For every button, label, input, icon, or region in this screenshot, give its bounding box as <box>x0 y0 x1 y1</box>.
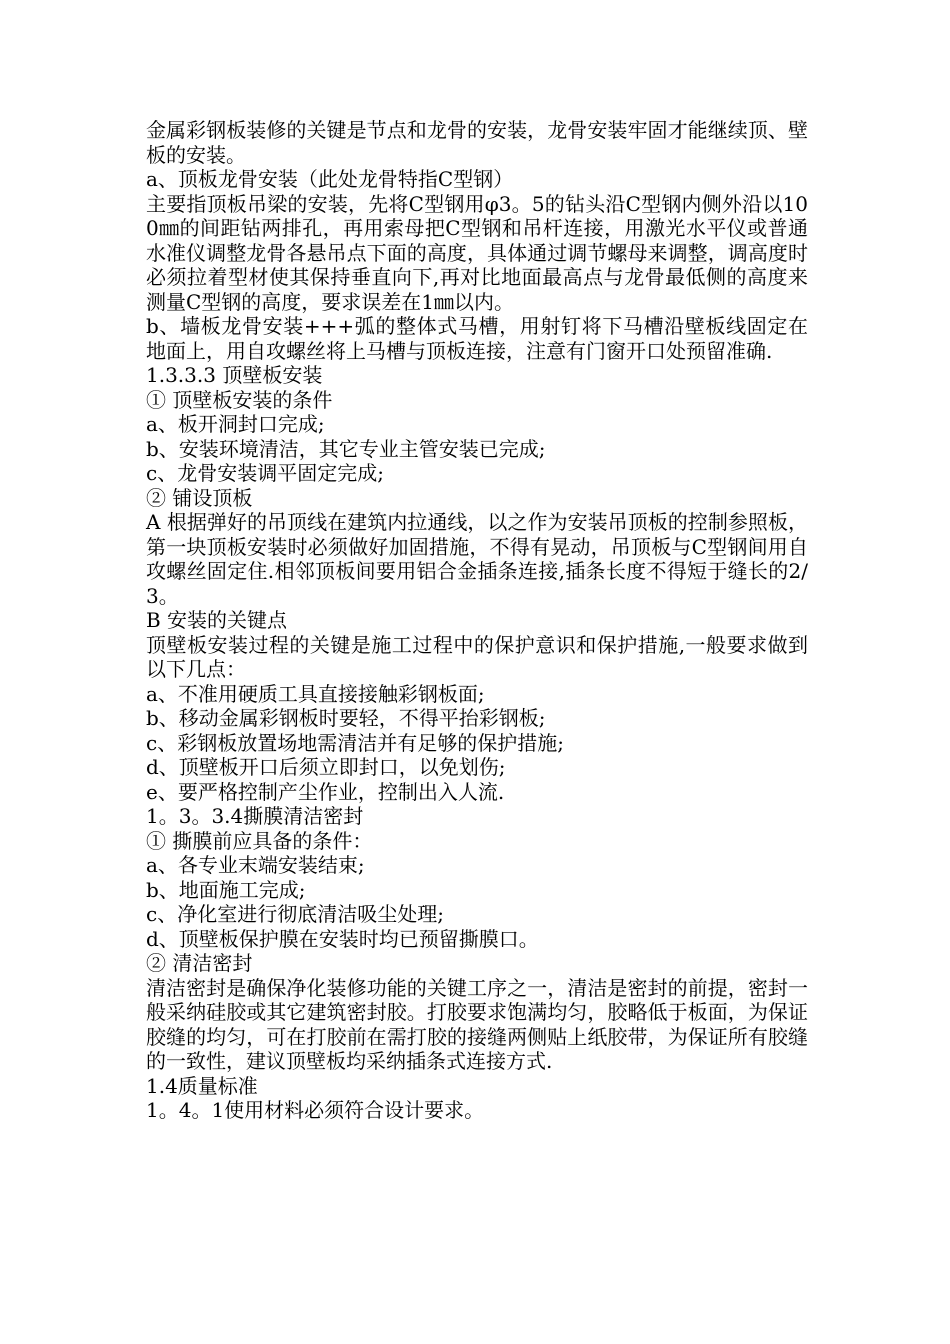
paragraph-key-points-heading: B 安装的关键点 <box>146 608 288 632</box>
list-item: a、各专业末端安装结束; <box>146 853 365 877</box>
list-item: c、龙骨安装调平固定完成; <box>146 461 384 485</box>
list-item: d、顶壁板开口后须立即封口，以免划伤; <box>146 755 506 779</box>
list-item: b、移动金属彩钢板时要轻，不得平抬彩钢板; <box>146 706 546 730</box>
list-item: c、净化室进行彻底清洁吸尘处理; <box>146 902 444 926</box>
subheading-install-conditions: ① 顶壁板安装的条件 <box>146 387 333 412</box>
paragraph-ceiling-keel-heading: a、顶板龙骨安装（此处龙骨特指C型钢） <box>146 167 514 191</box>
paragraph-lay-ceiling-a: A 根据弹好的吊顶线在建筑内拉通线，以之作为安装吊顶板的控制参照板，第一块顶板安装时必须做好加固措施，不得有晃动，吊顶板与C型钢间用自攻螺丝固定住.相邻顶板间要用铝合金插条连接,插条长度不得短于缝长的2/3。 <box>146 510 808 608</box>
subheading-clean-seal: ② 清洁密封 <box>146 951 253 975</box>
paragraph-intro: 金属彩钢板装修的关键是节点和龙骨的安装，龙骨安装牢固才能继续顶、壁板的安装。 <box>146 118 808 167</box>
section-heading-1-3-3-3: 1.3.3.3 顶壁板安装 <box>146 363 323 387</box>
list-item: d、顶壁板保护膜在安装时均已预留撕膜口。 <box>146 926 539 951</box>
paragraph-clean-seal-body: 清洁密封是确保净化装修功能的关键工序之一，清洁是密封的前提，密封一般采纳硅胶或其它建筑密封胶。打胶要求饱满均匀，胶略低于板面，为保证胶缝的均匀，可在打胶前在需打胶的接缝两侧贴上纸胶带，为保证所有胶缝的一致性，建议顶壁板均采纳插条式连接方式. <box>146 975 808 1073</box>
list-item: a、板开洞封口完成; <box>146 412 325 436</box>
subheading-peel-conditions: ① 撕膜前应具备的条件： <box>146 828 373 853</box>
list-item: a、不准用硬质工具直接接触彩钢板面; <box>146 681 485 706</box>
list-item: c、彩钢板放置场地需清洁并有足够的保护措施; <box>146 730 564 755</box>
paragraph-key-points-body: 顶壁板安装过程的关键是施工过程中的保护意识和保护措施,一般要求做到以下几点： <box>146 632 808 681</box>
paragraph-1-4-1: 1。4。1使用材料必须符合设计要求。 <box>146 1098 485 1122</box>
paragraph-ceiling-keel-body: 主要指顶板吊梁的安装，先将C型钢用φ3。5的钻头沿C型钢内侧外沿以100㎜的间距钻两排孔，再用索母把C型钢和吊杆连接，用激光水平仪或普通水准仪调整龙骨各悬吊点下面的高度，具体通过调节螺母来调整，调高度时必须拉着型材使其保持垂直向下,再对比地面最高点与龙骨最低侧的高度来测量C型钢的高度，要求误差在1㎜以内。 <box>146 191 808 314</box>
section-heading-1-3-3-4: 1。3。3.4撕膜清洁密封 <box>146 804 364 828</box>
list-item: b、安装环境清洁，其它专业主管安装已完成; <box>146 436 546 461</box>
subheading-lay-ceiling: ② 铺设顶板 <box>146 485 253 510</box>
paragraph-wall-keel: b、墙板龙骨安装+++弧的整体式马槽，用射钉将下马槽沿壁板线固定在地面上，用自攻螺丝将上马槽与顶板连接，注意有门窗开口处预留准确. <box>146 314 808 363</box>
document-page <box>146 118 808 1123</box>
list-item: e、要严格控制产尘作业，控制出入人流. <box>146 779 505 804</box>
list-item: b、地面施工完成; <box>146 877 306 902</box>
section-heading-1-4: 1.4质量标准 <box>146 1073 258 1098</box>
